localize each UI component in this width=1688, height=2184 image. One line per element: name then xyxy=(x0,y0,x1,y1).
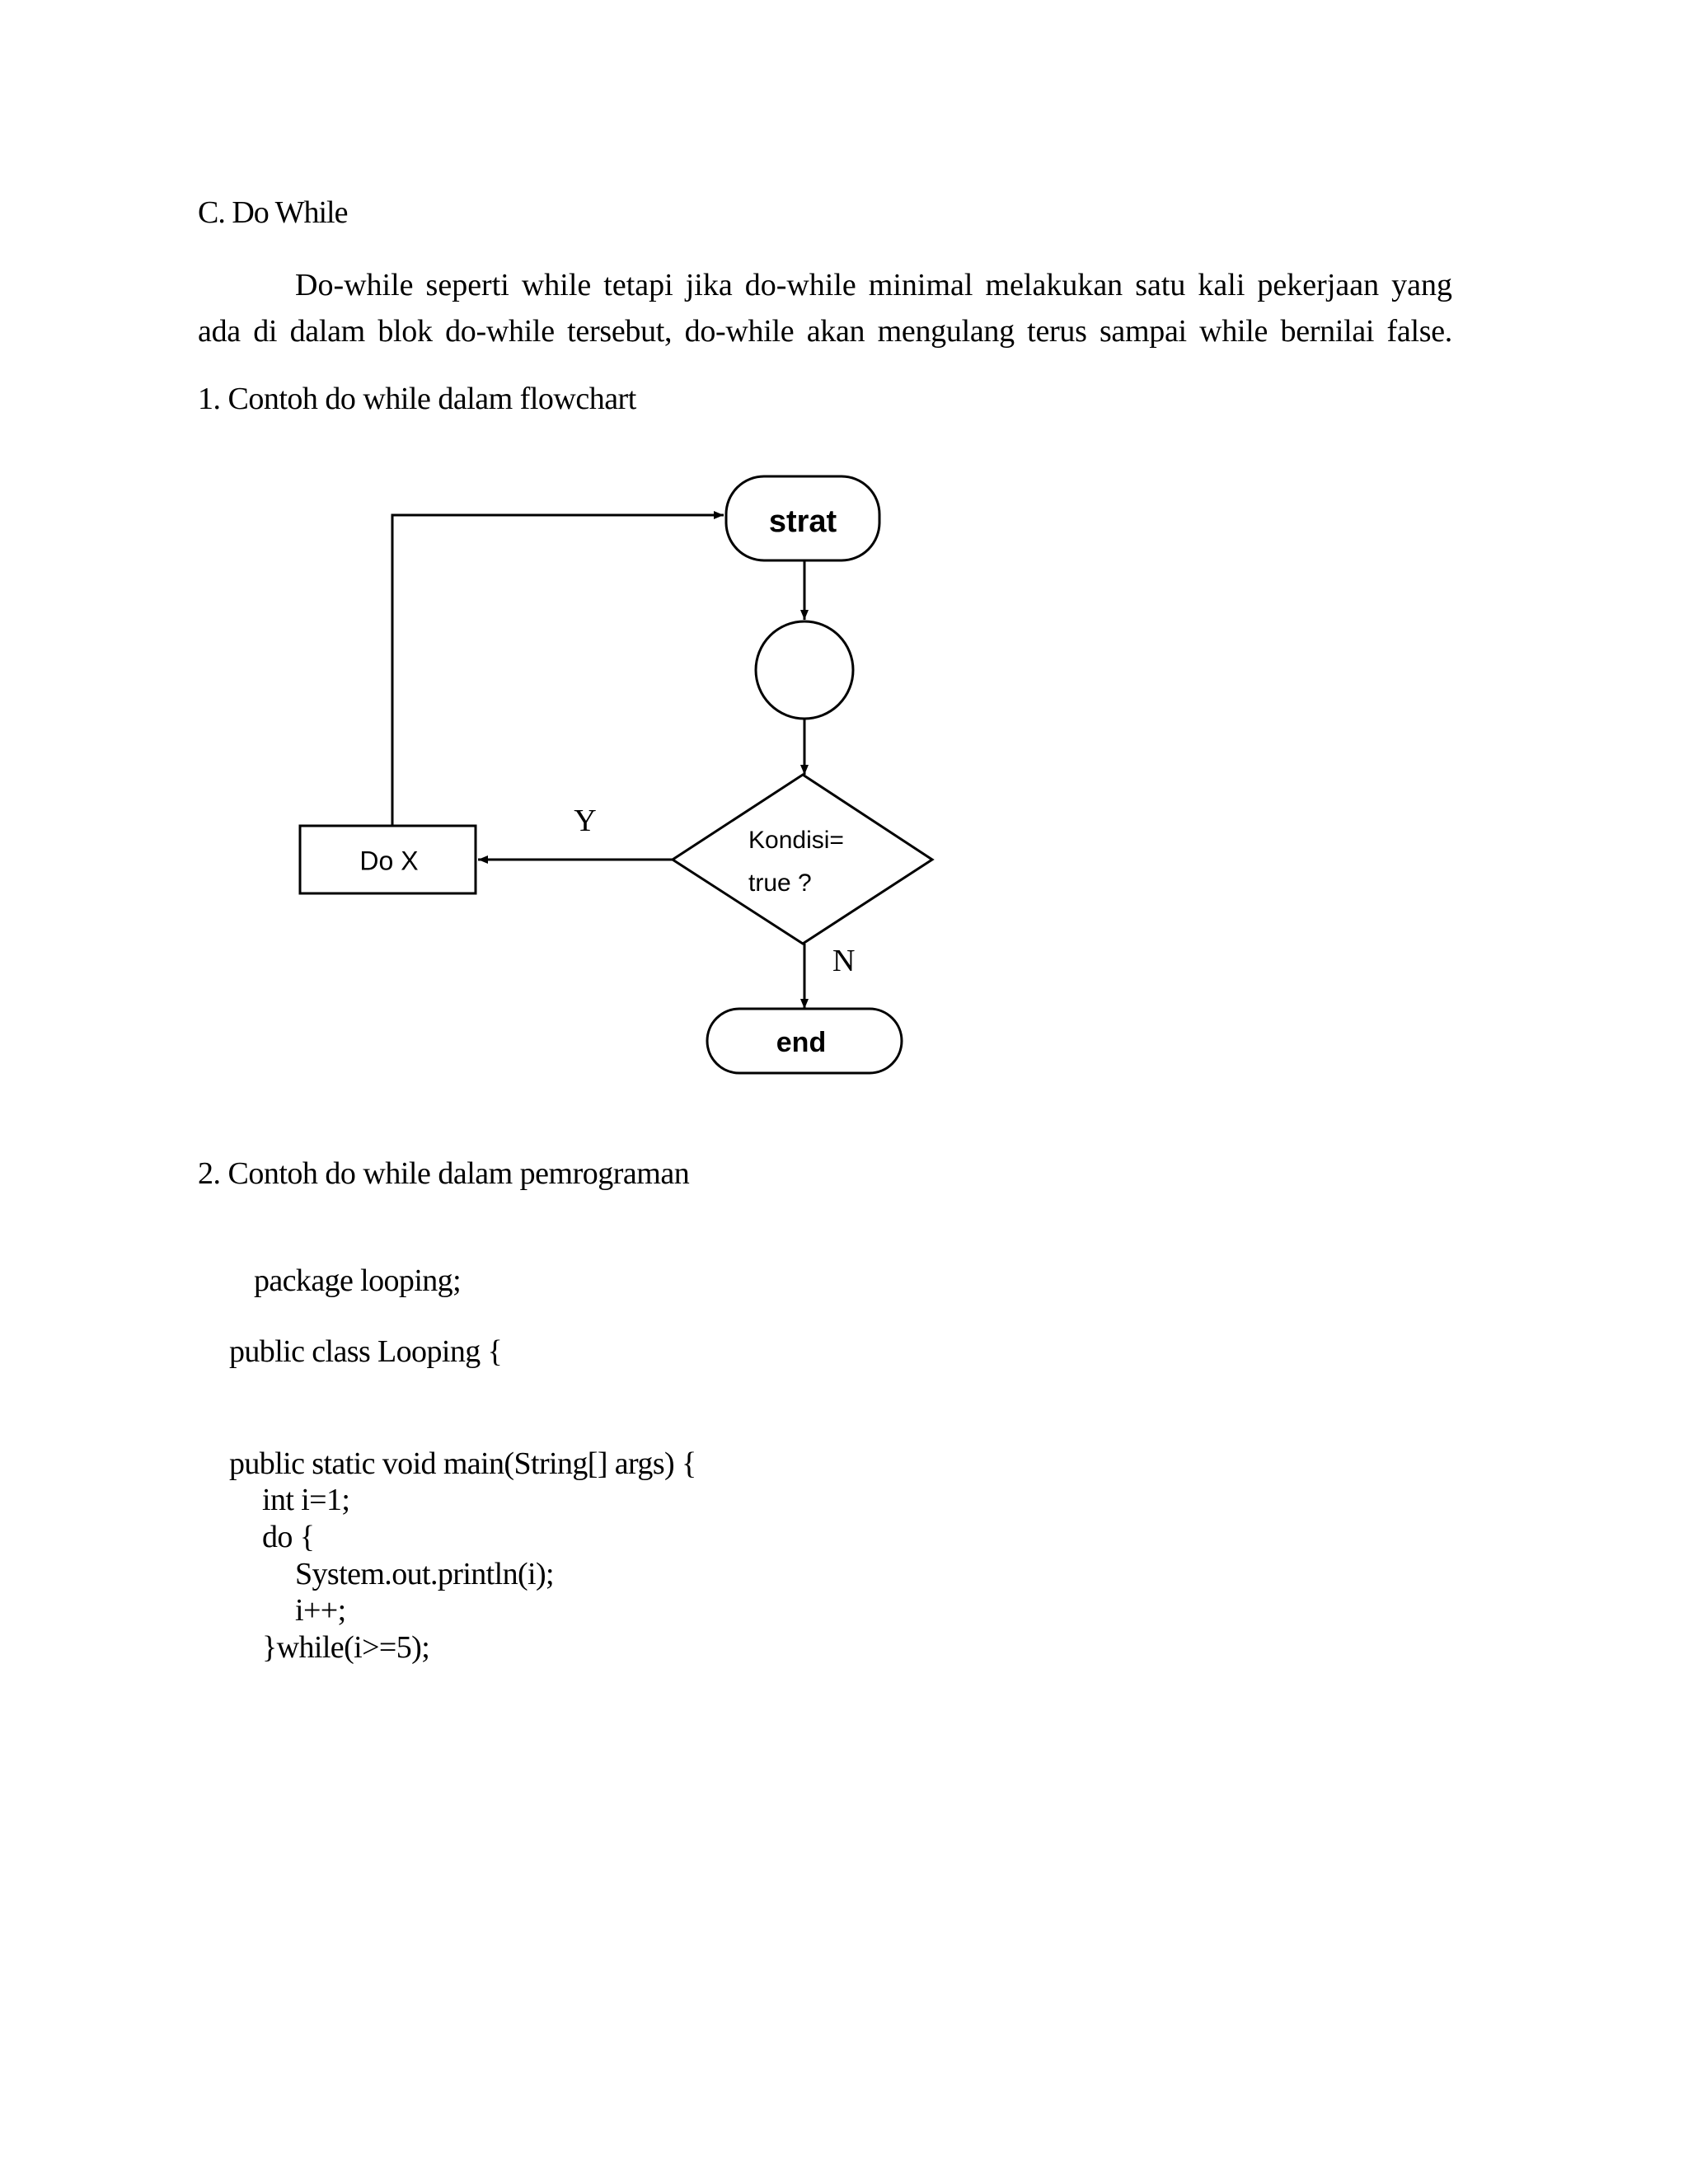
code-line-2: public class Looping { xyxy=(229,1334,503,1369)
process-label: Do X xyxy=(359,846,419,876)
code-line-3: public static void main(String[] args) { xyxy=(229,1446,696,1481)
connector-circle xyxy=(756,621,853,719)
yes-label: Y xyxy=(574,804,597,838)
decision-label-line-2: true ? xyxy=(748,869,812,897)
code-line-1: package looping; xyxy=(254,1263,462,1298)
code-line-8: }while(i>=5); xyxy=(262,1630,430,1665)
subsection-code-title: 2. Contoh do while dalam pemrograman xyxy=(198,1156,690,1191)
decision-diamond xyxy=(673,775,932,944)
arrow-loop-back-to-start xyxy=(392,515,724,826)
no-label: N xyxy=(832,944,856,978)
subsection-flowchart-title: 1. Contoh do while dalam flowchart xyxy=(198,382,636,416)
paragraph-line-1: Do-while seperti while tetapi jika do-while minimal melakukan satu kali pekerjaan yang xyxy=(295,268,1452,302)
code-line-6: System.out.println(i); xyxy=(295,1557,555,1591)
code-line-7: i++; xyxy=(295,1593,346,1628)
paragraph-line-2: ada di dalam blok do-while tersebut, do-while akan mengulang terus sampai while bernilai false. xyxy=(198,314,1452,349)
code-line-4: int i=1; xyxy=(262,1483,350,1517)
start-label: strat xyxy=(768,504,837,539)
code-line-5: do { xyxy=(262,1520,315,1554)
section-heading: C. Do While xyxy=(198,195,348,230)
decision-label-line-1: Kondisi= xyxy=(748,827,844,854)
end-label: end xyxy=(776,1027,827,1058)
